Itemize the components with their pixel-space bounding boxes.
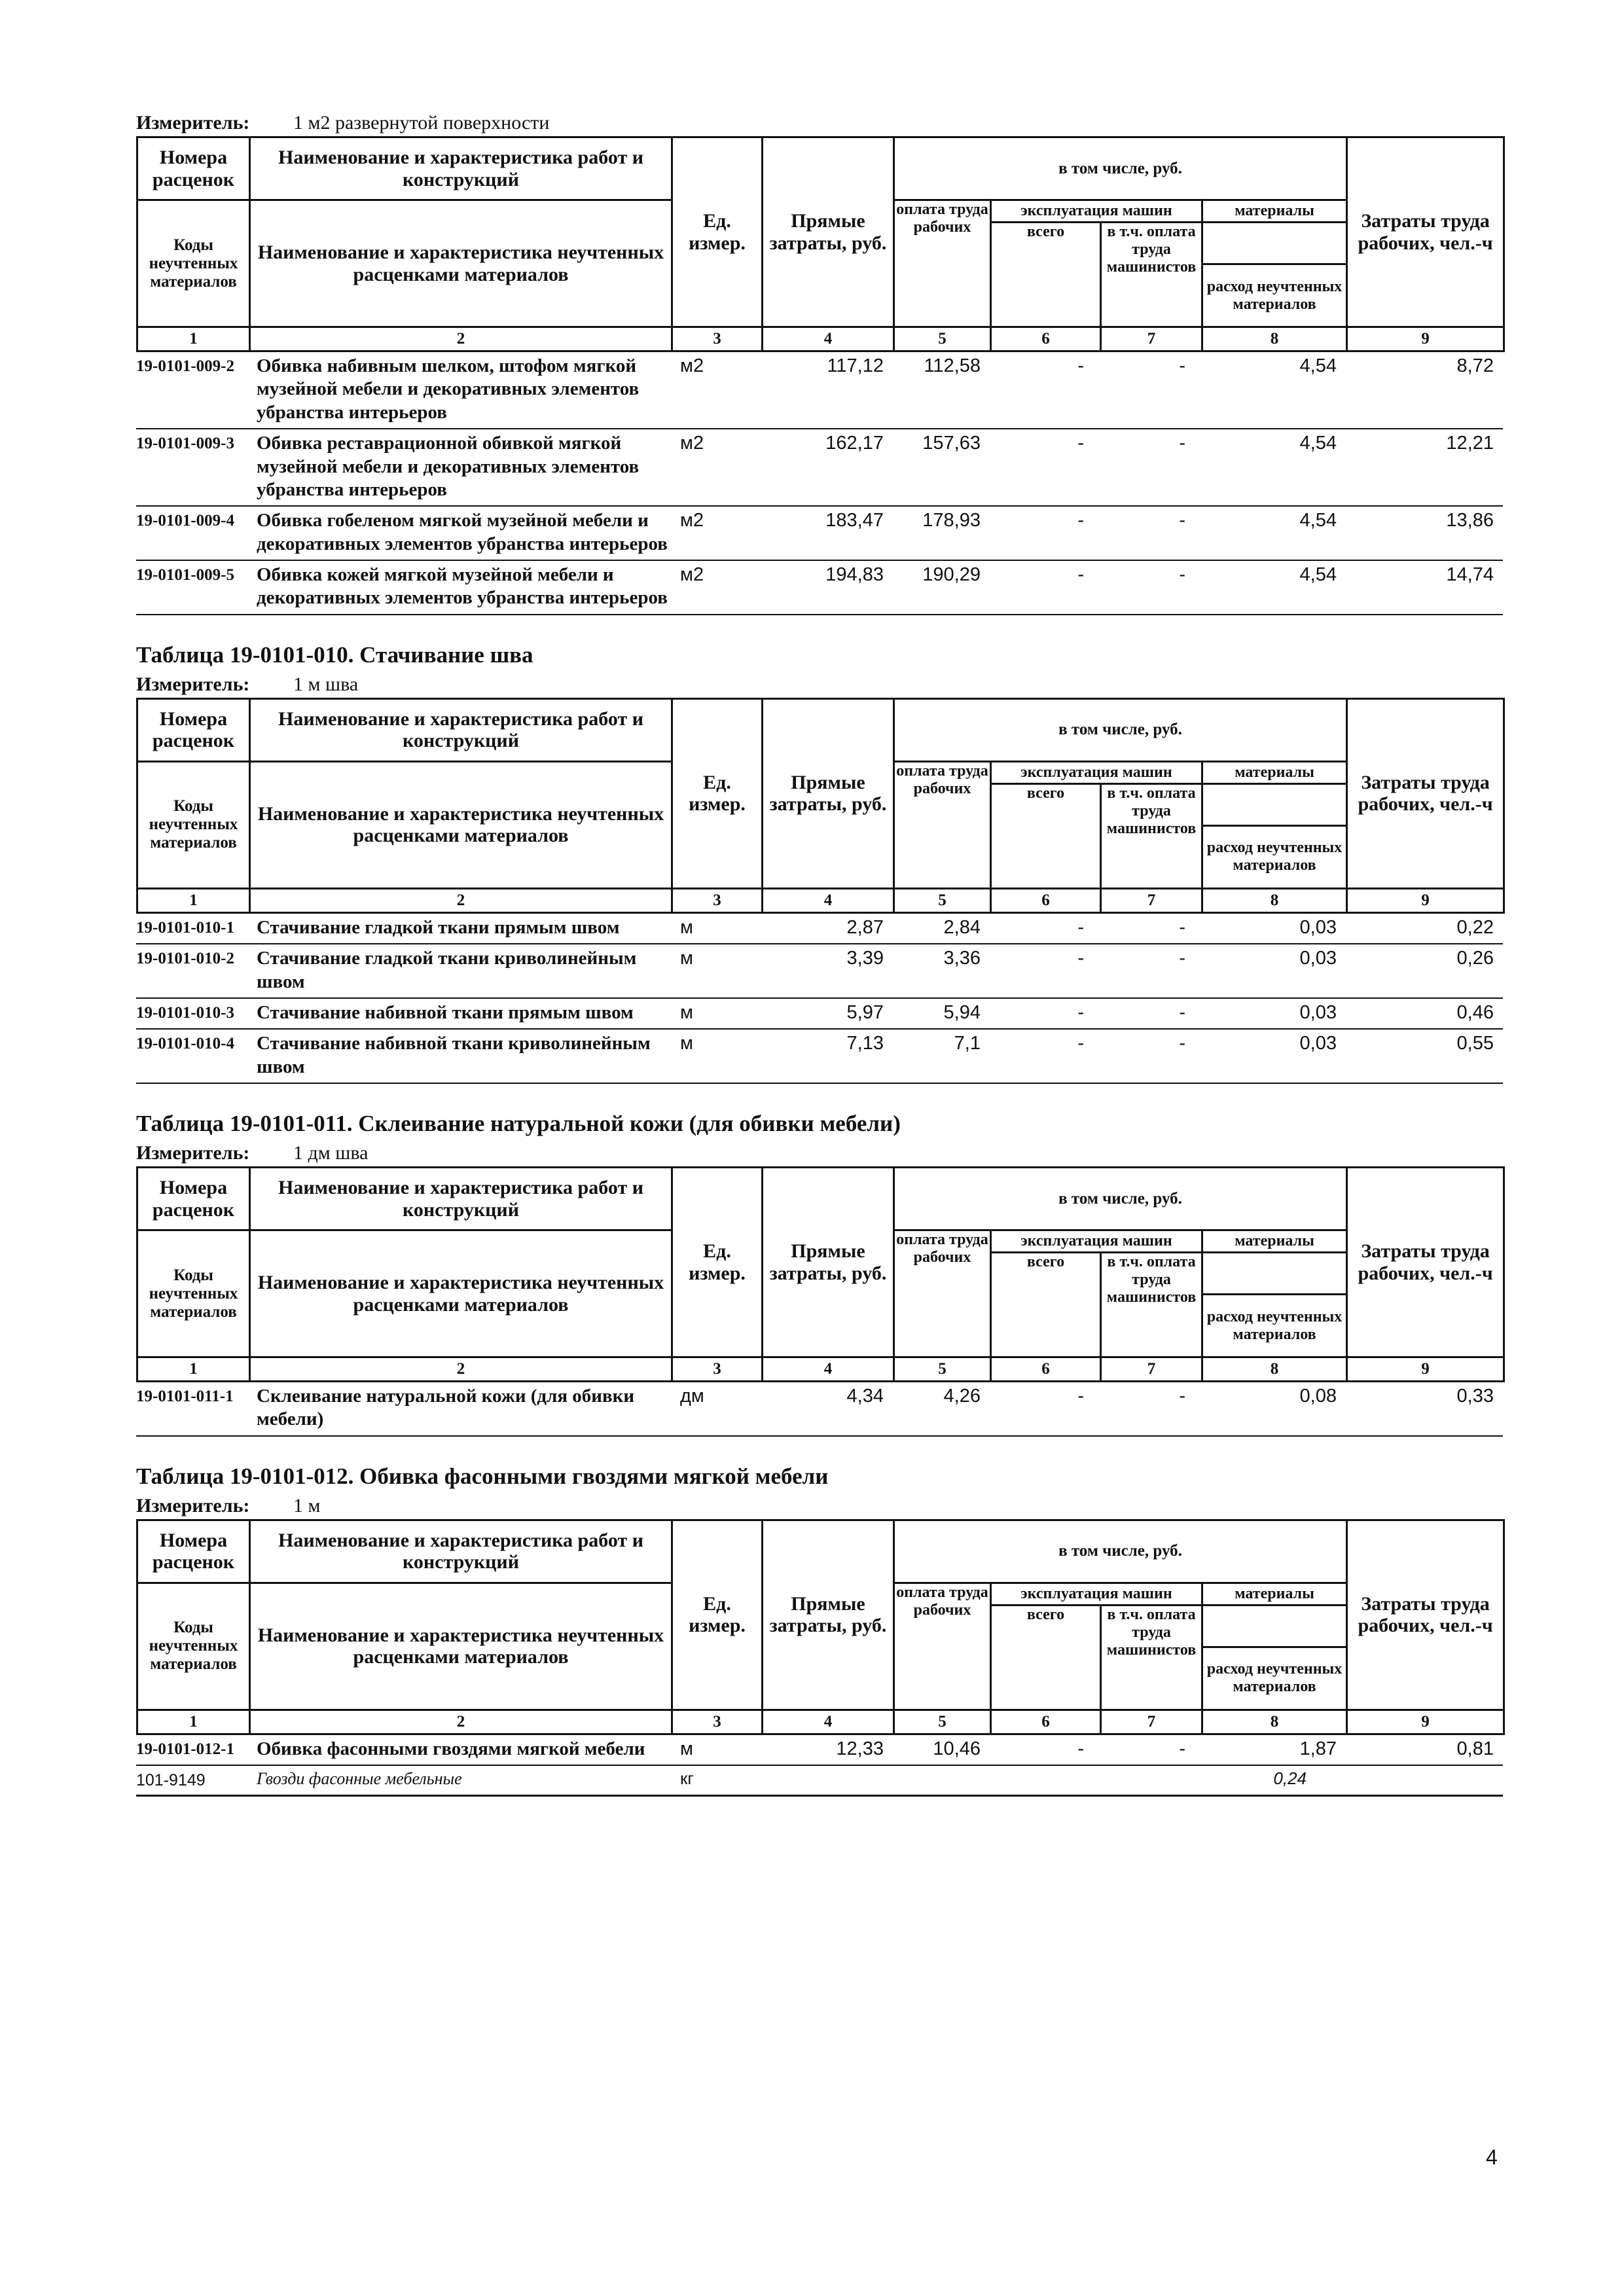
table-row [136,1735,1503,1766]
col-codes-header: Коды неучтенных материалов [137,200,250,327]
machinist-wage: - [1179,1738,1185,1759]
col-unit-header: Ед. измер. [672,1168,763,1357]
col-total-header: всего [991,223,1101,327]
col-num: 9 [1347,888,1504,912]
col-num: 4 [763,1357,894,1382]
machines-total: - [1077,355,1084,376]
section-seam [136,639,1503,1084]
col-materials-header: материалы [1202,200,1347,223]
table-header [136,1166,1505,1382]
section-leather-gluing [136,1107,1503,1437]
unit: м [680,1738,693,1759]
col-num: 3 [672,327,763,351]
rate-code: 19-0101-010-4 [136,1035,234,1053]
col-num: 7 [1101,1710,1202,1734]
col-num: 4 [763,327,894,351]
col-numbers-header: Номера расценок [137,1168,250,1230]
measure-label: Измеритель: [136,1494,250,1516]
labor-cost: 0,33 [1456,1386,1494,1407]
col-codes-header: Коды неучтенных материалов [137,761,250,888]
col-num: 7 [1101,1357,1202,1382]
machinist-wage: - [1179,1033,1185,1054]
col-including-header: в том числе, руб. [894,1520,1347,1583]
rows-section0 [136,352,1503,615]
col-num: 3 [672,1357,763,1382]
col-num: 6 [991,1357,1101,1382]
labor-cost: 8,72 [1456,355,1494,376]
materials-spacer [1202,1253,1347,1295]
col-codes-header: Коды неучтенных материалов [137,1583,250,1710]
wage-cost: 10,46 [933,1738,981,1759]
table-title: Таблица 19-0101-011. Склеивание натуральной кожи (для обивки мебели) [136,1111,901,1136]
material-name: Гвозди фасонные мебельные [257,1769,462,1789]
machinist-wage: - [1179,948,1185,969]
materials-cost: 4,54 [1299,355,1337,376]
materials-cost: 0,03 [1299,1001,1337,1023]
col-num: 8 [1202,1357,1347,1382]
materials-cost: 1,87 [1299,1738,1337,1759]
col-numbers-header: Номера расценок [137,698,250,761]
wage-cost: 3,36 [943,948,981,969]
col-num: 4 [763,888,894,912]
col-name-header: Наименование и характеристика работ и конструкций [250,137,672,200]
col-num: 2 [250,327,672,351]
work-name: Обивка набивным шелком, штофом мягкой музейной мебели и декоративных элементов убранства интерьеров [257,355,640,423]
col-num: 5 [894,1357,991,1382]
work-name: Обивка гобеленом мягкой музейной мебели и декоративных элементов убранства интерьеров [257,510,668,554]
col-num: 9 [1347,1357,1504,1382]
unit: м2 [680,355,704,376]
measure-line [136,672,1503,698]
wage-cost: 4,26 [943,1386,981,1407]
work-name: Склеивание натуральной кожи (для обивки мебели) [257,1386,635,1430]
machines-total: - [1077,510,1084,531]
table-title: Таблица 19-0101-010. Стачивание шва [136,641,533,668]
col-total-header: всего [991,783,1101,888]
col-wage-header: оплата труда рабочих [894,1583,991,1710]
col-machinist-header: в т.ч. оплата труда машинистов [1101,1253,1202,1357]
work-name: Обивка реставрационной обивкой мягкой музейной мебели и декоративных элементов убранства интерьеров [257,433,640,500]
direct-cost: 194,83 [825,564,884,585]
work-name: Стачивание набивной ткани криволинейным швом [257,1033,651,1077]
machinist-wage: - [1179,433,1185,454]
col-codes-header: Коды неучтенных материалов [137,1230,250,1357]
col-total-header: всего [991,1253,1101,1357]
col-name-header: Наименование и характеристика работ и конструкций [250,1168,672,1230]
table-header [136,136,1505,352]
wage-cost: 5,94 [943,1001,981,1023]
unit: м2 [680,564,704,585]
col-num: 6 [991,327,1101,351]
wage-cost: 112,58 [924,355,981,376]
unit: дм [680,1386,704,1407]
col-machines-header: эксплуатация машин [991,1583,1202,1605]
col-machinist-header: в т.ч. оплата труда машинистов [1101,783,1202,888]
unit: м2 [680,433,704,454]
table-row [136,507,1503,561]
unit: м [680,1033,693,1054]
col-consumption-header: расход неучтенных материалов [1202,264,1347,327]
work-name: Обивка кожей мягкой музейной мебели и декоративных элементов убранства интерьеров [257,564,668,609]
machinist-wage: - [1179,564,1185,585]
col-num: 2 [250,1357,672,1382]
col-materials-header: материалы [1202,761,1347,783]
page-number: 4 [1486,2145,1498,2169]
direct-cost: 3,39 [846,948,884,969]
col-num: 8 [1202,888,1347,912]
measure-label: Измеритель: [136,112,250,134]
col-consumption-header: расход неучтенных материалов [1202,1295,1347,1357]
machinist-wage: - [1179,1386,1185,1407]
wage-cost: 190,29 [922,564,981,585]
col-unit-header: Ед. измер. [672,1520,763,1710]
direct-cost: 162,17 [825,433,884,454]
col-wage-header: оплата труда рабочих [894,200,991,327]
direct-cost: 117,12 [827,355,884,376]
measure-value: 1 дм шва [293,1140,370,1168]
table-row [136,352,1503,429]
measure-line [136,1493,1503,1519]
col-consumption-header: расход неучтенных материалов [1202,1647,1347,1710]
materials-cost: 0,03 [1299,916,1337,938]
col-unaccounted-header: Наименование и характеристика неучтенных расценками материалов [250,1583,672,1710]
col-num: 2 [250,888,672,912]
col-unaccounted-header: Наименование и характеристика неучтенных расценками материалов [250,1230,672,1357]
table-row [136,1030,1503,1084]
col-num: 2 [250,1710,672,1734]
labor-cost: 14,74 [1446,564,1494,585]
col-numbers-header: Номера расценок [137,137,250,200]
rate-code: 19-0101-010-2 [136,950,234,968]
col-num: 3 [672,888,763,912]
materials-cost: 4,54 [1299,433,1337,454]
table-row [136,999,1503,1030]
col-machines-header: эксплуатация машин [991,200,1202,223]
materials-spacer [1202,783,1347,825]
table-row [136,429,1503,507]
table-row [136,1382,1503,1437]
col-materials-header: материалы [1202,1583,1347,1605]
rate-code: 19-0101-009-3 [136,435,234,453]
labor-cost: 0,55 [1456,1033,1494,1054]
col-num: 8 [1202,327,1347,351]
machinist-wage: - [1179,1001,1185,1023]
col-num: 7 [1101,327,1202,351]
unit: м2 [680,510,704,531]
col-num: 4 [763,1710,894,1734]
labor-cost: 0,26 [1456,948,1494,969]
unit: м [680,1001,693,1023]
col-including-header: в том числе, руб. [894,698,1347,761]
material-consumption: 0,24 [1273,1768,1307,1789]
rows-section1 [136,914,1503,1084]
rate-code: 19-0101-010-1 [136,918,234,937]
material-code: 101-9149 [136,1771,206,1790]
rate-code: 19-0101-010-3 [136,1003,234,1022]
col-direct-header: Прямые затраты, руб. [763,698,894,888]
col-including-header: в том числе, руб. [894,1168,1347,1230]
col-wage-header: оплата труда рабочих [894,1230,991,1357]
rows-section3 [136,1735,1503,1766]
col-unaccounted-header: Наименование и характеристика неучтенных расценками материалов [250,761,672,888]
unit: м [680,948,693,969]
direct-cost: 5,97 [846,1001,884,1023]
material-unit: кг [680,1768,694,1789]
wage-cost: 2,84 [943,916,981,938]
measure-line [136,110,1503,136]
col-wage-header: оплата труда рабочих [894,761,991,888]
rate-code: 19-0101-009-5 [136,566,234,584]
machines-total: - [1077,916,1084,938]
work-name: Стачивание гладкой ткани прямым швом [257,916,620,938]
col-num: 9 [1347,327,1504,351]
wage-cost: 178,93 [922,510,981,531]
document-page [136,110,1503,1797]
col-num: 7 [1101,888,1202,912]
col-direct-header: Прямые затраты, руб. [763,1168,894,1357]
col-num: 1 [137,327,250,351]
table-row [136,561,1503,615]
col-num: 1 [137,1710,250,1734]
rate-code: 19-0101-009-2 [136,357,234,375]
materials-cost: 0,03 [1299,1033,1337,1054]
measure-value: 1 м [293,1493,323,1520]
col-machines-header: эксплуатация машин [991,1230,1202,1253]
labor-cost: 0,46 [1456,1001,1494,1023]
col-machinist-header: в т.ч. оплата труда машинистов [1101,223,1202,327]
wage-cost: 157,63 [922,433,981,454]
machinist-wage: - [1179,355,1185,376]
col-numbers-header: Номера расценок [137,1520,250,1583]
unit: м [680,916,693,938]
machinist-wage: - [1179,510,1185,531]
col-num: 3 [672,1710,763,1734]
col-labor-header: Затраты труда рабочих, чел.-ч [1347,1520,1504,1710]
table-row [136,944,1503,999]
work-name: Стачивание гладкой ткани криволинейным швом [257,948,637,992]
table-title: Таблица 19-0101-012. Обивка фасонными гвоздями мягкой мебели [136,1463,829,1489]
measure-value: 1 м шва [293,672,361,699]
work-name: Стачивание набивной ткани прямым швом [257,1001,634,1023]
header-slot [136,136,1503,352]
wage-cost: 7,1 [954,1033,981,1054]
rows-section2 [136,1382,1503,1437]
col-direct-header: Прямые затраты, руб. [763,137,894,327]
col-including-header: в том числе, руб. [894,137,1347,200]
col-num: 5 [894,1710,991,1734]
col-num: 6 [991,888,1101,912]
machines-total: - [1077,1001,1084,1023]
material-row [136,1766,1503,1797]
work-name: Обивка фасонными гвоздями мягкой мебели [257,1738,645,1759]
col-labor-header: Затраты труда рабочих, чел.-ч [1347,698,1504,888]
col-num: 1 [137,1357,250,1382]
col-machinist-header: в т.ч. оплата труда машинистов [1101,1605,1202,1710]
materials-spacer [1202,223,1347,264]
col-materials-header: материалы [1202,1230,1347,1253]
col-unit-header: Ед. измер. [672,137,763,327]
labor-cost: 12,21 [1446,433,1494,454]
table-row [136,914,1503,944]
machines-total: - [1077,1386,1084,1407]
materials-cost: 0,08 [1299,1386,1337,1407]
measure-value: 1 м2 развернутой поверхности [293,110,552,137]
col-direct-header: Прямые затраты, руб. [763,1520,894,1710]
machines-total: - [1077,1033,1084,1054]
col-name-header: Наименование и характеристика работ и конструкций [250,698,672,761]
rate-code: 19-0101-011-1 [136,1388,234,1405]
machines-total: - [1077,1738,1084,1759]
table-header [136,1519,1505,1735]
materials-spacer [1202,1605,1347,1647]
direct-cost: 183,47 [825,510,884,531]
direct-cost: 4,34 [846,1386,884,1407]
col-num: 1 [137,888,250,912]
measure-label: Измеритель: [136,1142,250,1164]
rate-code: 19-0101-012-1 [136,1740,234,1758]
col-labor-header: Затраты труда рабочих, чел.-ч [1347,137,1504,327]
col-total-header: всего [991,1605,1101,1710]
col-machines-header: эксплуатация машин [991,761,1202,783]
materials-cost: 4,54 [1299,510,1337,531]
labor-cost: 13,86 [1446,510,1494,531]
col-num: 9 [1347,1710,1504,1734]
machines-total: - [1077,948,1084,969]
col-unaccounted-header: Наименование и характеристика неучтенных расценками материалов [250,200,672,327]
machines-total: - [1077,564,1084,585]
col-unit-header: Ед. измер. [672,698,763,888]
col-num: 6 [991,1710,1101,1734]
col-num: 8 [1202,1710,1347,1734]
materials-cost: 0,03 [1299,948,1337,969]
header-slot [136,1166,1503,1382]
labor-cost: 0,22 [1456,916,1494,938]
header-slot [136,698,1503,914]
machinist-wage: - [1179,916,1185,938]
table-header [136,698,1505,914]
measure-label: Измеритель: [136,673,250,695]
labor-cost: 0,81 [1456,1738,1494,1759]
measure-line [136,1140,1503,1166]
rate-code: 19-0101-009-4 [136,512,234,530]
header-slot [136,1519,1503,1735]
direct-cost: 2,87 [846,916,884,938]
col-labor-header: Затраты труда рабочих, чел.-ч [1347,1168,1504,1357]
section-upholstery [136,110,1503,615]
machines-total: - [1077,433,1084,454]
materials-cost: 4,54 [1299,564,1337,585]
section-nails [136,1460,1503,1797]
direct-cost: 12,33 [836,1738,884,1759]
direct-cost: 7,13 [846,1033,884,1054]
col-num: 5 [894,327,991,351]
col-num: 5 [894,888,991,912]
col-name-header: Наименование и характеристика работ и конструкций [250,1520,672,1583]
col-consumption-header: расход неучтенных материалов [1202,825,1347,888]
